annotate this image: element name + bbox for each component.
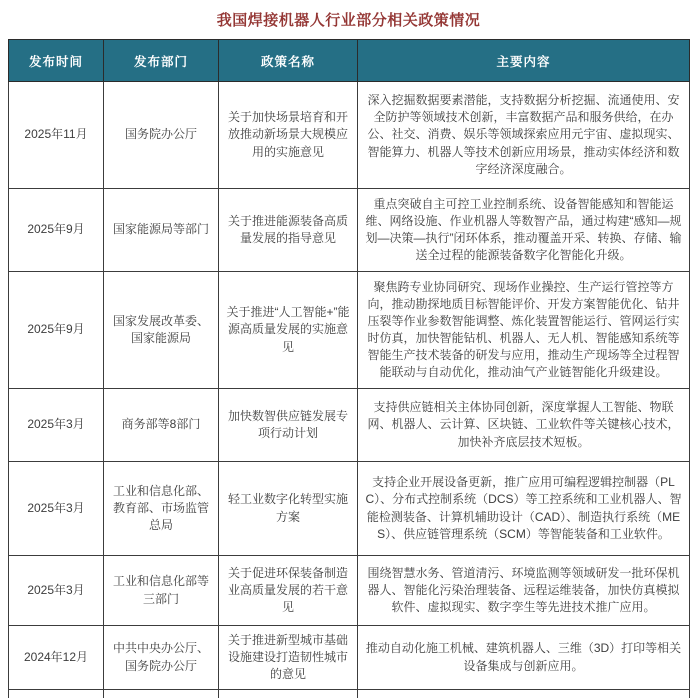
cell-publish-time: 2025年3月 [9, 389, 104, 462]
policy-table-header [9, 40, 690, 82]
cell-publish-dept: 国家发展改革委、国家能源局 [104, 272, 219, 389]
cell-publish-time: 2025年9月 [9, 272, 104, 389]
table-row [9, 556, 690, 626]
cell-main-content: 支持供应链相关主体协同创新，深度掌握人工智能、物联网、机器人、云计算、区块链、工业软件等关键核心技术，加快补齐底层技术短板。 [358, 389, 690, 462]
page-title: 我国焊接机器人行业部分相关政策情况 [216, 12, 481, 29]
cell-publish-dept: 工业和信息化部等三部门 [104, 556, 219, 626]
cell-policy-name: 轻工业数字化转型实施方案 [219, 462, 358, 556]
table-row [9, 389, 690, 462]
cell-policy-name: 关于推进新型城市基础设施建设打造韧性城市的意见 [219, 626, 358, 690]
cell-main-content: 支持企业开展设备更新，推广应用可编程逻辑控制器（PLC）、分布式控制系统（DCS）等工控系统和工业机器人、智能检测装备、计算机辅助设计（CAD）、制造执行系统（MES）、供应链管理系统（SCM）等智能装备和工业软件。 [358, 462, 690, 556]
cell-main-content: 围绕智慧水务、管道清污、环境监测等领域研发一批环保机器人、智能化污染治理装备、远程运维装备，加快仿真模拟软件、虚拟现实、数字孪生等先进技术推广应用。 [358, 556, 690, 626]
table-row [9, 189, 690, 272]
header-main-content: 主要内容 [358, 40, 690, 82]
table-row [9, 272, 690, 389]
empty-cell [104, 690, 219, 698]
cell-publish-time: 2025年11月 [9, 82, 104, 189]
cell-publish-dept: 国家能源局等部门 [104, 189, 219, 272]
policy-table [8, 39, 690, 698]
table-row [9, 82, 690, 189]
cell-main-content: 深入挖掘数据要素潜能，支持数据分析挖掘、流通使用、安全防护等领域技术创新，丰富数据产品和服务供给，在办公、社交、消费、娱乐等领域探索应用元宇宙、虚拟现实、智能算力、机器人等技术创新应用场景，推动实体经济和数字经济深度融合。 [358, 82, 690, 189]
header-policy-name: 政策名称 [219, 40, 358, 82]
header-publish-dept: 发布部门 [104, 40, 219, 82]
policy-table-body [9, 82, 690, 698]
cell-publish-dept: 工业和信息化部、教育部、市场监管总局 [104, 462, 219, 556]
empty-cell [219, 690, 358, 698]
table-row-partial [9, 690, 690, 698]
cell-publish-dept: 国务院办公厅 [104, 82, 219, 189]
cell-policy-name: 关于加快场景培育和开放推动新场景大规模应用的实施意见 [219, 82, 358, 189]
cell-main-content: 聚焦跨专业协同研究、现场作业操控、生产运行管控等方向，推动勘探地质目标智能评价、开发方案智能优化、钻井压裂等作业参数智能调整、炼化装置智能运行、管网运行实时仿真，加快智能钻机、机器人、无人机、智能感知系统等智能生产技术装备的研发与应用，推动生产现场等全过程智能联动与自动优化，推动油气产业链智能化升级建设。 [358, 272, 690, 389]
empty-cell [358, 690, 690, 698]
cell-publish-time: 2025年9月 [9, 189, 104, 272]
header-publish-time: 发布时间 [9, 40, 104, 82]
cell-publish-time: 2025年3月 [9, 462, 104, 556]
table-row [9, 626, 690, 690]
cell-publish-time: 2025年3月 [9, 556, 104, 626]
table-row [9, 462, 690, 556]
cell-publish-dept: 中共中央办公厅、国务院办公厅 [104, 626, 219, 690]
cell-publish-dept: 商务部等8部门 [104, 389, 219, 462]
cell-publish-time: 2024年12月 [9, 626, 104, 690]
cell-policy-name: 关于推进能源装备高质量发展的指导意见 [219, 189, 358, 272]
cell-policy-name: 加快数智供应链发展专项行动计划 [219, 389, 358, 462]
header-row [9, 40, 690, 82]
cell-policy-name: 关于推进“人工智能+”能源高质量发展的实施意见 [219, 272, 358, 389]
empty-cell [9, 690, 104, 698]
cell-main-content: 重点突破自主可控工业控制系统、设备智能感知和智能运维、网络设施、作业机器人等数智产品，通过构建“感知—规划—决策—执行”闭环体系，推动覆盖开采、转换、存储、输送全过程的能源装备数字化智能化升级。 [358, 189, 690, 272]
cell-policy-name: 关于促进环保装备制造业高质量发展的若干意见 [219, 556, 358, 626]
cell-main-content: 推动自动化施工机械、建筑机器人、三维（3D）打印等相关设备集成与创新应用。 [358, 626, 690, 690]
